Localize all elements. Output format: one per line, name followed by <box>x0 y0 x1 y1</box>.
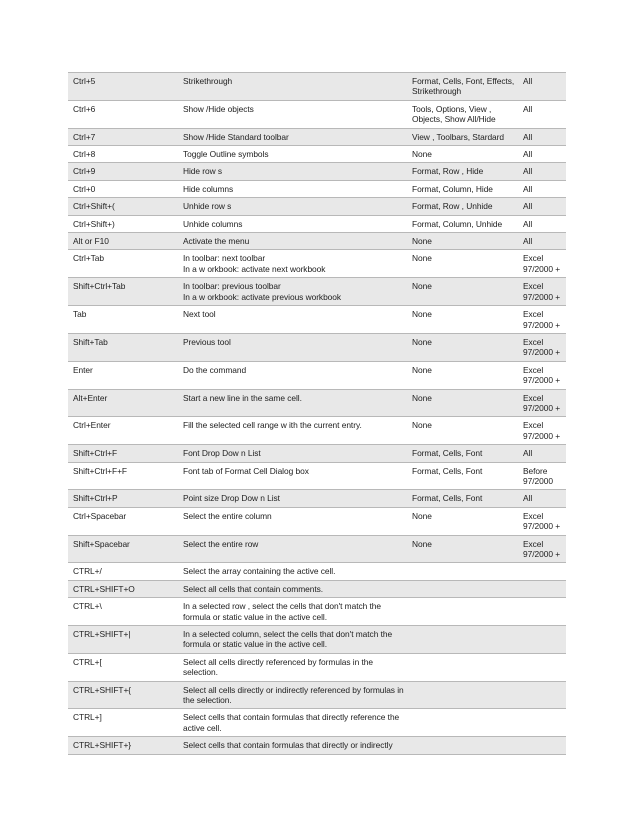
action-cell: Select cells that contain formulas that directly or indirectly <box>178 737 407 754</box>
shortcut-key-cell: Shift+Tab <box>68 333 178 361</box>
menu-path-cell: None <box>407 417 518 445</box>
menu-path-cell <box>407 580 518 597</box>
shortcut-key-cell: Alt+Enter <box>68 389 178 417</box>
table-row <box>68 333 566 361</box>
menu-path-cell: Format, Cells, Font <box>407 445 518 462</box>
action-cell: Select cells that contain formulas that directly reference the active cell. <box>178 709 407 737</box>
shortcut-key-cell: CTRL+[ <box>68 653 178 681</box>
shortcut-key-cell: Ctrl+0 <box>68 180 178 197</box>
table-row <box>68 278 566 306</box>
shortcut-key-cell: Enter <box>68 361 178 389</box>
action-cell: Select the array containing the active cell. <box>178 563 407 580</box>
action-cell: Do the command <box>178 361 407 389</box>
menu-path-cell: None <box>407 278 518 306</box>
action-cell: Select the entire row <box>178 535 407 563</box>
version-cell: Excel 97/2000 + <box>518 278 566 306</box>
action-cell: In toolbar: next toolbar In a w orkbook: activate next workbook <box>178 250 407 278</box>
menu-path-cell: Format, Row , Unhide <box>407 198 518 215</box>
table-row <box>68 462 566 490</box>
action-cell: Previous tool <box>178 333 407 361</box>
shortcut-key-cell: Shift+Ctrl+F+F <box>68 462 178 490</box>
version-cell <box>518 709 566 737</box>
menu-path-cell: Format, Row , Hide <box>407 163 518 180</box>
table-row <box>68 250 566 278</box>
version-cell: All <box>518 180 566 197</box>
action-cell: Fill the selected cell range w ith the current entry. <box>178 417 407 445</box>
table-row <box>68 653 566 681</box>
menu-path-cell <box>407 626 518 654</box>
table-row <box>68 626 566 654</box>
menu-path-cell: None <box>407 535 518 563</box>
table-row <box>68 563 566 580</box>
action-cell: Select the entire column <box>178 507 407 535</box>
table-row <box>68 180 566 197</box>
action-cell: Toggle Outline symbols <box>178 146 407 163</box>
action-cell: Hide row s <box>178 163 407 180</box>
version-cell <box>518 626 566 654</box>
menu-path-cell: None <box>407 306 518 334</box>
menu-path-cell: None <box>407 146 518 163</box>
menu-path-cell: None <box>407 233 518 250</box>
version-cell: All <box>518 128 566 145</box>
shortcut-key-cell: CTRL+\ <box>68 598 178 626</box>
menu-path-cell: Format, Cells, Font, Effects, Strikethrough <box>407 73 518 101</box>
shortcut-key-cell: Ctrl+Enter <box>68 417 178 445</box>
menu-path-cell: None <box>407 333 518 361</box>
version-cell: Excel 97/2000 + <box>518 250 566 278</box>
table-row <box>68 709 566 737</box>
table-row <box>68 389 566 417</box>
version-cell: All <box>518 73 566 101</box>
version-cell <box>518 681 566 709</box>
version-cell: All <box>518 490 566 507</box>
version-cell <box>518 737 566 754</box>
action-cell: Strikethrough <box>178 73 407 101</box>
version-cell: Excel 97/2000 + <box>518 389 566 417</box>
shortcut-key-cell: Alt or F10 <box>68 233 178 250</box>
shortcut-table-body <box>68 73 566 755</box>
table-row <box>68 490 566 507</box>
action-cell: Select all cells that contain comments. <box>178 580 407 597</box>
table-row <box>68 598 566 626</box>
table-row <box>68 681 566 709</box>
table-row <box>68 507 566 535</box>
shortcut-key-cell: Ctrl+6 <box>68 100 178 128</box>
shortcut-key-cell: Shift+Spacebar <box>68 535 178 563</box>
shortcut-key-cell: Ctrl+7 <box>68 128 178 145</box>
action-cell: Point size Drop Dow n List <box>178 490 407 507</box>
table-row <box>68 73 566 101</box>
shortcut-key-cell: CTRL+/ <box>68 563 178 580</box>
table-row <box>68 215 566 232</box>
menu-path-cell: None <box>407 361 518 389</box>
menu-path-cell <box>407 563 518 580</box>
menu-path-cell <box>407 598 518 626</box>
version-cell: All <box>518 233 566 250</box>
action-cell: Font tab of Format Cell Dialog box <box>178 462 407 490</box>
shortcut-key-cell: Tab <box>68 306 178 334</box>
action-cell: In a selected column, select the cells that don't match the formula or static value in the active cell. <box>178 626 407 654</box>
shortcut-key-cell: Shift+Ctrl+P <box>68 490 178 507</box>
menu-path-cell: View , Toolbars, Stardard <box>407 128 518 145</box>
version-cell: All <box>518 215 566 232</box>
action-cell: Show /Hide Standard toolbar <box>178 128 407 145</box>
menu-path-cell: Format, Cells, Font <box>407 490 518 507</box>
action-cell: Start a new line in the same cell. <box>178 389 407 417</box>
version-cell: All <box>518 163 566 180</box>
version-cell: Excel 97/2000 + <box>518 361 566 389</box>
action-cell: Show /Hide objects <box>178 100 407 128</box>
version-cell: All <box>518 146 566 163</box>
table-row <box>68 163 566 180</box>
table-row <box>68 198 566 215</box>
version-cell: Excel 97/2000 + <box>518 417 566 445</box>
shortcut-key-cell: Ctrl+Spacebar <box>68 507 178 535</box>
shortcut-key-cell: CTRL+] <box>68 709 178 737</box>
shortcut-table-page <box>68 72 566 755</box>
version-cell: Excel 97/2000 + <box>518 333 566 361</box>
shortcut-key-cell: CTRL+SHIFT+O <box>68 580 178 597</box>
action-cell: Hide columns <box>178 180 407 197</box>
menu-path-cell <box>407 709 518 737</box>
shortcut-key-cell: Shift+Ctrl+Tab <box>68 278 178 306</box>
shortcut-key-cell: Ctrl+Shift+) <box>68 215 178 232</box>
shortcut-key-cell: Shift+Ctrl+F <box>68 445 178 462</box>
action-cell: In toolbar: previous toolbar In a w orkbook: activate previous workbook <box>178 278 407 306</box>
table-row <box>68 580 566 597</box>
version-cell <box>518 563 566 580</box>
table-row <box>68 146 566 163</box>
table-row <box>68 361 566 389</box>
action-cell: Select all cells directly or indirectly referenced by formulas in the selection. <box>178 681 407 709</box>
action-cell: Font Drop Dow n List <box>178 445 407 462</box>
menu-path-cell <box>407 737 518 754</box>
shortcut-key-cell: Ctrl+Shift+( <box>68 198 178 215</box>
action-cell: Select all cells directly referenced by formulas in the selection. <box>178 653 407 681</box>
action-cell: Next tool <box>178 306 407 334</box>
version-cell: All <box>518 198 566 215</box>
action-cell: Activate the menu <box>178 233 407 250</box>
table-row <box>68 417 566 445</box>
shortcut-table <box>68 72 566 755</box>
menu-path-cell: Tools, Options, View , Objects, Show All/Hide <box>407 100 518 128</box>
menu-path-cell: Format, Column, Hide <box>407 180 518 197</box>
shortcut-key-cell: Ctrl+9 <box>68 163 178 180</box>
version-cell: Excel 97/2000 + <box>518 507 566 535</box>
table-row <box>68 306 566 334</box>
version-cell: All <box>518 445 566 462</box>
version-cell: Before 97/2000 <box>518 462 566 490</box>
shortcut-key-cell: Ctrl+Tab <box>68 250 178 278</box>
menu-path-cell: Format, Cells, Font <box>407 462 518 490</box>
version-cell: Excel 97/2000 + <box>518 306 566 334</box>
menu-path-cell: None <box>407 250 518 278</box>
action-cell: Unhide row s <box>178 198 407 215</box>
version-cell <box>518 598 566 626</box>
action-cell: Unhide columns <box>178 215 407 232</box>
menu-path-cell: Format, Column, Unhide <box>407 215 518 232</box>
version-cell <box>518 653 566 681</box>
shortcut-key-cell: CTRL+SHIFT+{ <box>68 681 178 709</box>
menu-path-cell <box>407 653 518 681</box>
version-cell: All <box>518 100 566 128</box>
shortcut-key-cell: Ctrl+8 <box>68 146 178 163</box>
table-row <box>68 100 566 128</box>
menu-path-cell: None <box>407 507 518 535</box>
table-row <box>68 535 566 563</box>
menu-path-cell: None <box>407 389 518 417</box>
table-row <box>68 233 566 250</box>
version-cell <box>518 580 566 597</box>
shortcut-key-cell: CTRL+SHIFT+| <box>68 626 178 654</box>
menu-path-cell <box>407 681 518 709</box>
table-row <box>68 445 566 462</box>
table-row <box>68 128 566 145</box>
table-row <box>68 737 566 754</box>
version-cell: Excel 97/2000 + <box>518 535 566 563</box>
action-cell: In a selected row , select the cells that don't match the formula or static value in the active cell. <box>178 598 407 626</box>
shortcut-key-cell: Ctrl+5 <box>68 73 178 101</box>
shortcut-key-cell: CTRL+SHIFT+} <box>68 737 178 754</box>
